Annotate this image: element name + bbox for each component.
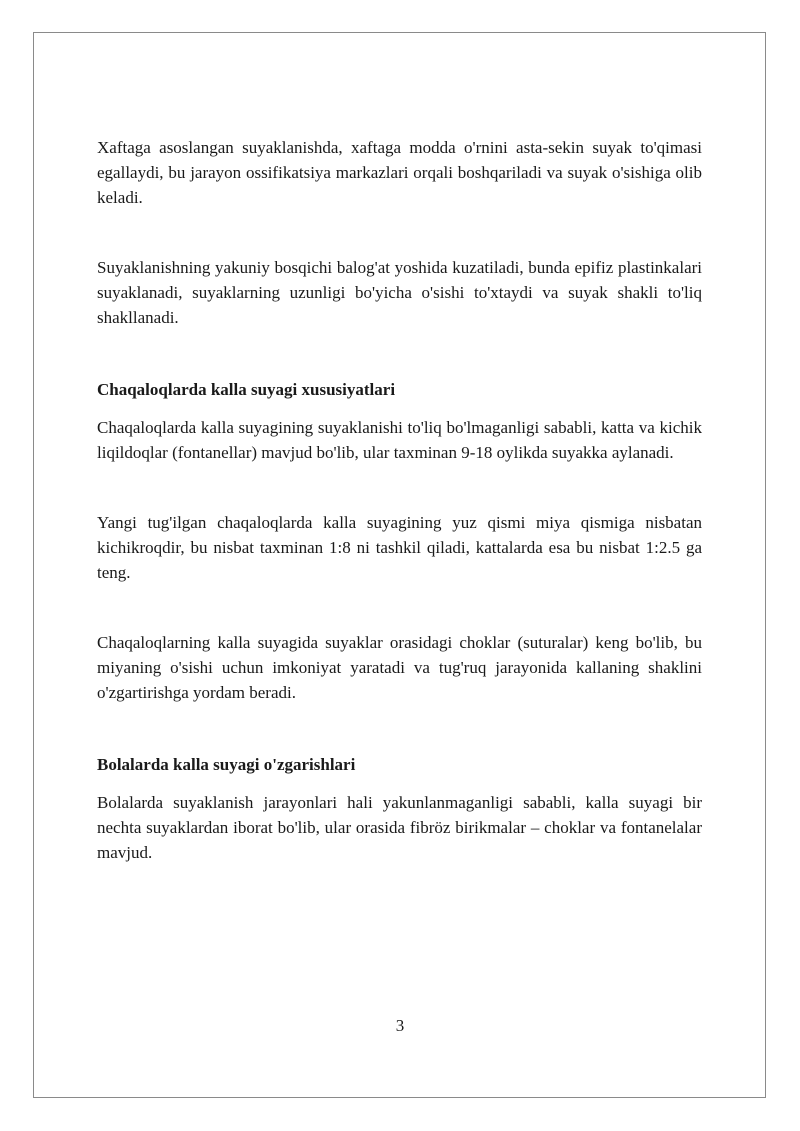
section-heading-child-skull: Bolalarda kalla suyagi o'zgarishlari (97, 755, 356, 774)
paragraph-face-cranium-ratio: Yangi tug'ilgan chaqaloqlarda kalla suyagining yuz qismi miya qismiga nisbatan kichikroqdir, bu nisbat taxminan 1:8 ni tashkil qiladi, kattalarda esa bu nisbat 1:2.5 ga teng. (97, 513, 702, 582)
paragraph-fontanelles: Chaqaloqlarda kalla suyagining suyaklanishi to'liq bo'lmaganligi sababli, katta va kichik liqildoqlar (fontanellar) mavjud bo'lib, ular taxminan 9-18 oylikda suyakka aylanadi. (97, 418, 702, 462)
paragraph-sutures: Chaqaloqlarning kalla suyagida suyaklar orasidagi choklar (suturalar) keng bo'lib, bu miyaning o'sishi uchun imkoniyat yaratadi va tug'ruq jarayonida kallaning shaklini o'zgartirishga yordam beradi. (97, 633, 702, 702)
section-heading-infant-skull: Chaqaloqlarda kalla suyagi xususiyatlari (97, 380, 396, 399)
paragraph-cartilage-ossification: Xaftaga asoslangan suyaklanishda, xaftaga modda o'rnini asta-sekin suyak to'qimasi egallaydi, bu jarayon ossifikatsiya markazlari orqali boshqariladi va suyak o'sishiga olib keladi. (97, 138, 702, 207)
document-body (97, 135, 702, 865)
paragraph-child-ossification: Bolalarda suyaklanish jarayonlari hali yakunlanmaganligi sababli, kalla suyagi bir nechta suyaklardan iborat bo'lib, ular orasida fibröz birikmalar – choklar va fontanelalar mavjud. (97, 793, 702, 862)
paragraph-final-ossification-stage: Suyaklanishning yakuniy bosqichi balog'at yoshida kuzatiladi, bunda epifiz plastinkalari suyaklanadi, suyaklarning uzunligi bo'yicha o'sishi to'xtaydi va suyak shakli to'liq shakllanadi. (97, 258, 702, 327)
page-number: 3 (395, 1016, 405, 1035)
